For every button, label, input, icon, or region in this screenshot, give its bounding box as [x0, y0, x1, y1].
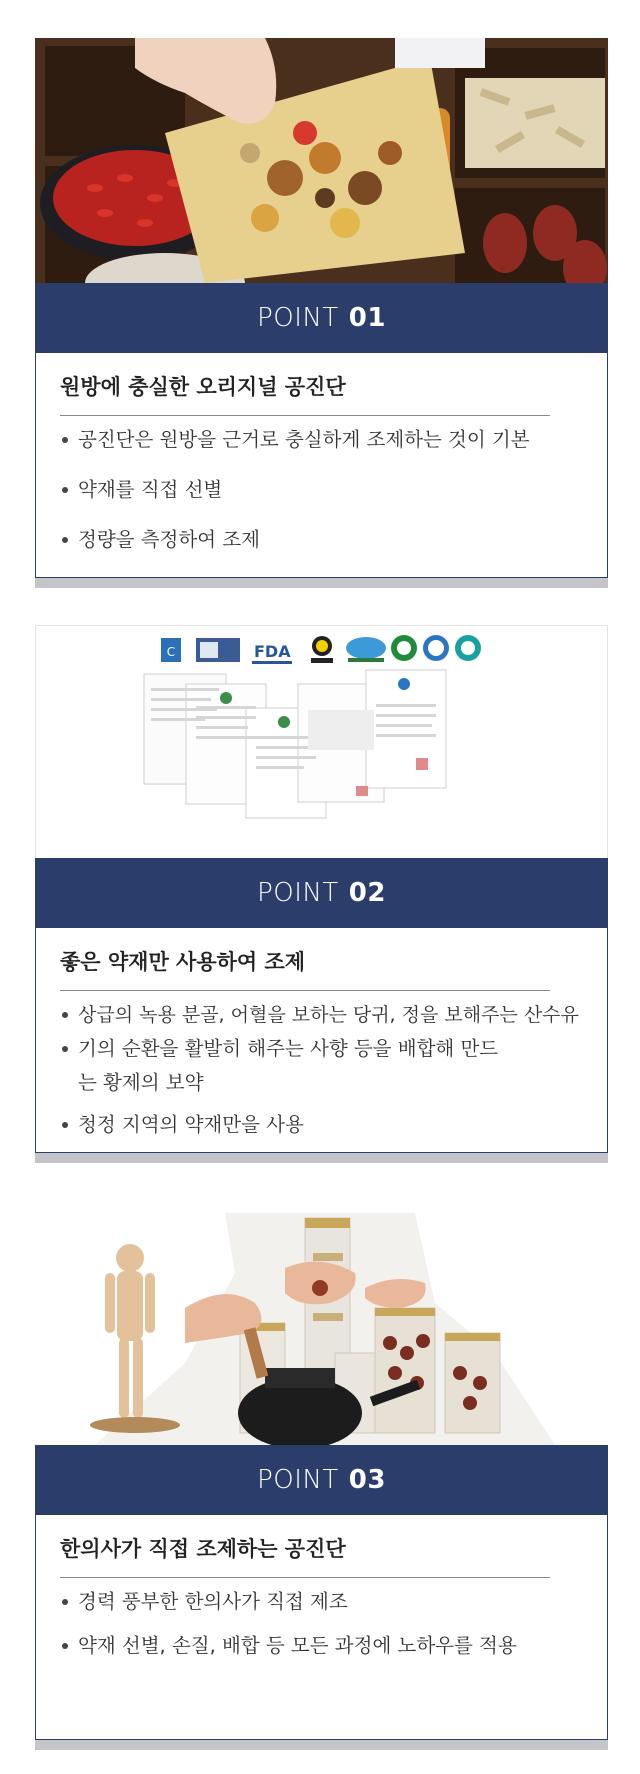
cert-logo-4-icon	[346, 637, 386, 662]
point-number: 02	[348, 878, 386, 908]
list-item: 공진단은 원방을 근거로 충실하게 조제하는 것이 기본	[60, 423, 601, 457]
list-item: 경력 풍부한 한의사가 직접 제조	[60, 1585, 601, 1619]
list-item: 청정 지역의 약재만을 사용	[60, 1108, 560, 1142]
point-card-2	[35, 625, 608, 1165]
card-shadow	[35, 1153, 608, 1163]
cert-logo-2-icon	[196, 638, 240, 662]
cert-logo-5-icon	[391, 635, 417, 661]
point-body	[35, 353, 608, 578]
cert-logo-3-icon	[311, 636, 333, 663]
herbal-ingredients-photo	[35, 38, 608, 283]
certificates-image	[35, 625, 608, 858]
list-item: 상급의 녹용 분골, 어혈을 보하는 당귀, 정을 보해주는 산수유	[60, 998, 560, 1032]
card-shadow	[35, 578, 608, 588]
bullet-list	[60, 423, 601, 557]
point-number: 01	[348, 303, 386, 333]
cert-logo-1-icon	[161, 638, 181, 662]
point-card-1	[35, 38, 608, 588]
point-label: POINT	[257, 1465, 339, 1495]
point-label: POINT	[257, 303, 339, 333]
point-title: 좋은 약재만 사용하여 조제	[60, 946, 550, 991]
point-label: POINT	[257, 878, 339, 908]
bullet-list	[60, 998, 579, 1142]
point-header	[35, 858, 608, 928]
point-number: 03	[348, 1465, 386, 1495]
svg-text:C: C	[166, 645, 176, 659]
cert-logo-6-icon	[423, 635, 449, 661]
list-item: 약재를 직접 선별	[60, 473, 601, 507]
point-card-3	[35, 1213, 608, 1753]
svg-text:FDA: FDA	[254, 642, 291, 661]
card-shadow	[35, 1740, 608, 1750]
point-title: 한의사가 직접 조제하는 공진단	[60, 1533, 550, 1578]
point-title: 원방에 충실한 오리지널 공진단	[60, 371, 550, 416]
list-item: 기의 순환을 활발히 해주는 사향 등을 배합해 만드는 황제의 보약	[60, 1032, 510, 1100]
list-item: 정량을 측정하여 조제	[60, 523, 601, 557]
list-item: 약재 선별, 손질, 배합 등 모든 과정에 노하우를 적용	[60, 1629, 601, 1663]
point-header	[35, 1445, 608, 1515]
cert-logo-7-icon	[455, 635, 481, 661]
point-body	[35, 928, 608, 1153]
point-body	[35, 1515, 608, 1740]
doctors-preparing-herbs-photo	[35, 1213, 608, 1445]
point-header	[35, 283, 608, 353]
bullet-list	[60, 1585, 601, 1663]
fda-logo-icon	[252, 642, 292, 664]
